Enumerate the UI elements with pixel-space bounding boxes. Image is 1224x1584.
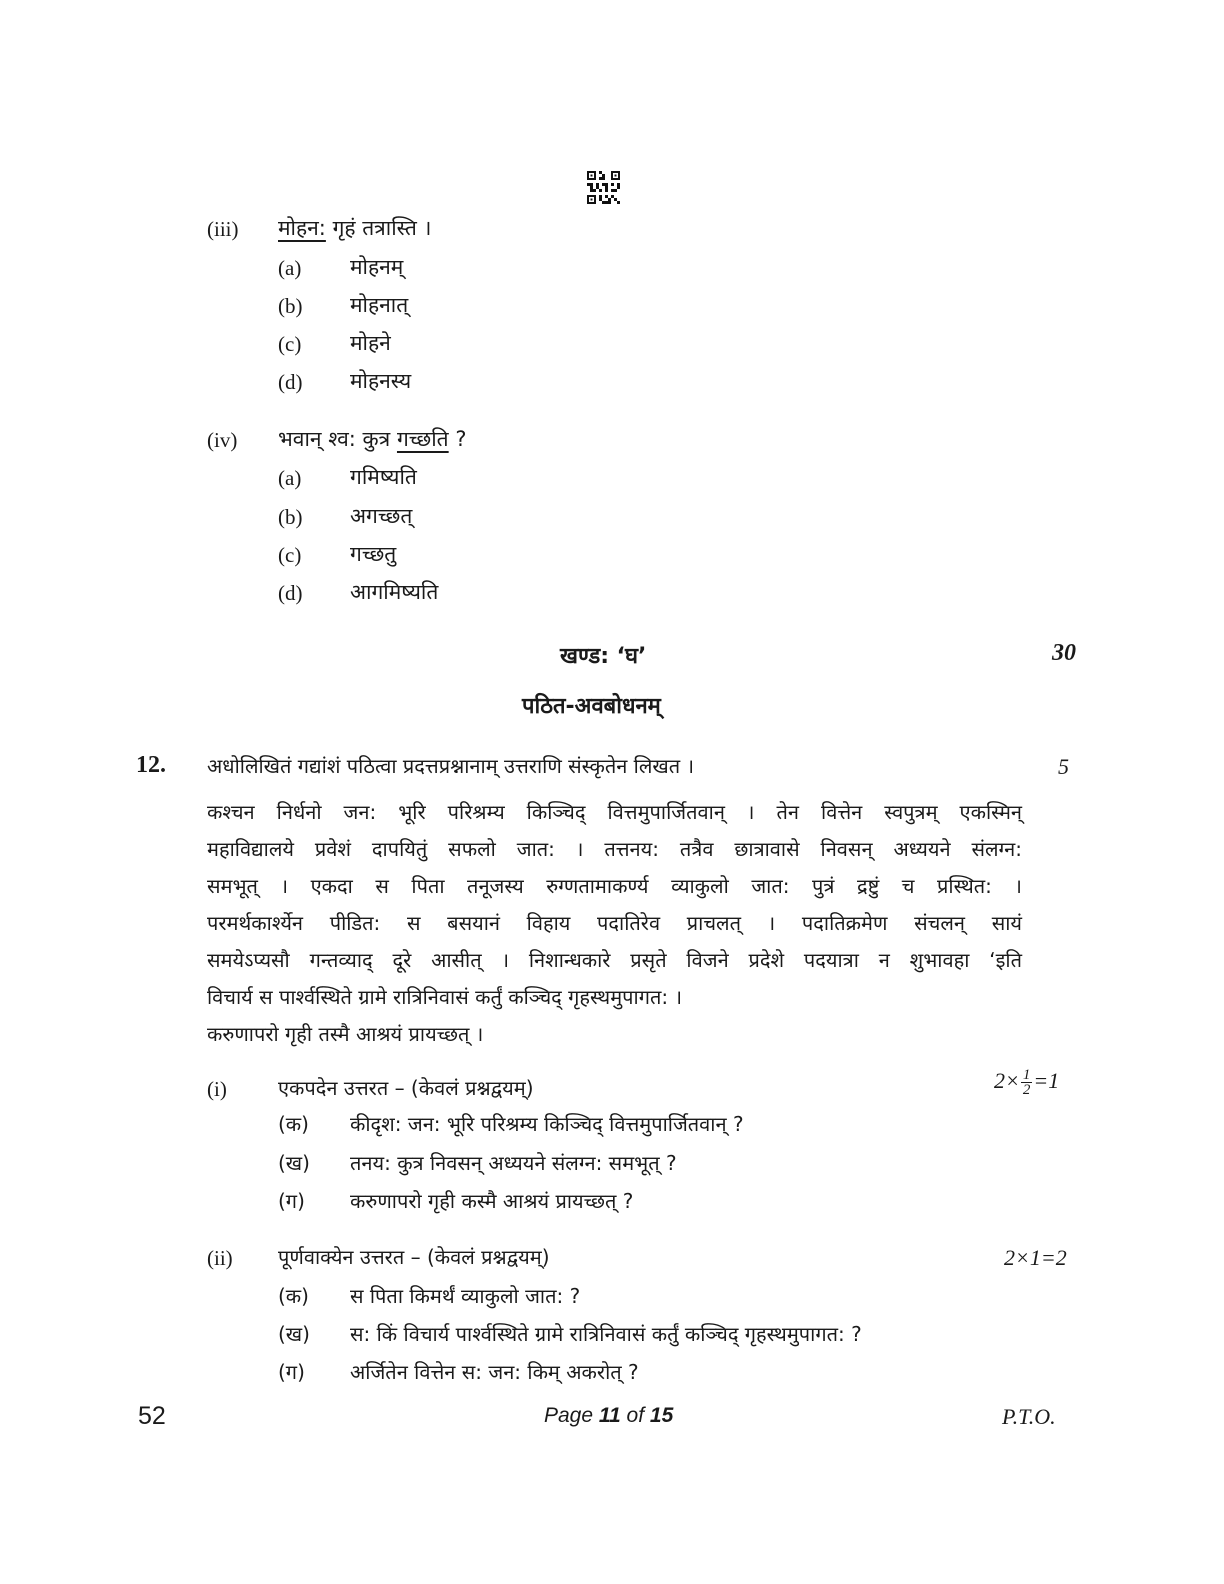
subquestion-label: (ग): [278, 1189, 305, 1213]
passage-line: परमर्थकार्श्येन पीडित: स बसयानं विहाय पदातिरेव प्राचलत् । पदातिक्रमेण संचलन् सायं: [207, 911, 1022, 935]
option-label: (a): [278, 256, 302, 280]
section-subtitle: पठित-अवबोधनम्: [522, 694, 661, 719]
question-number: (iv): [207, 428, 238, 452]
subquestion-instruction: पूर्णवाक्येन उत्तरत – (केवलं प्रश्नद्वयम्): [278, 1245, 550, 1269]
option-label: (d): [278, 370, 303, 394]
section-marks: 30: [1052, 640, 1076, 666]
marks-suffix: =1: [1033, 1068, 1060, 1093]
option-text: आगमिष्यति: [350, 580, 439, 604]
subquestion-text: करुणापरो गृही कस्मै आश्रयं प्रायच्छत् ?: [350, 1189, 634, 1213]
subquestion-text: तनय: कुत्र निवसन् अध्ययने संलग्न: समभूत् ?: [350, 1151, 677, 1175]
question-instruction: अधोलिखितं गद्यांशं पठित्वा प्रदत्तप्रश्नानाम् उत्तराणि संस्कृतेन लिखत ।: [207, 754, 695, 778]
passage-line: कश्चन निर्धनो जन: भूरि परिश्रम्य किञ्चिद् वित्तमुपार्जितवान् । तेन वित्तेन स्वपुत्रम् एकस्मिन्: [207, 800, 1022, 824]
question-number: 12.: [136, 752, 166, 778]
question-text: [278, 425, 466, 453]
question-number: (iii): [207, 217, 239, 241]
passage-line: विचार्य स पार्श्वस्थिते ग्रामे रात्रिनिवासं कर्तुं कञ्चिद् गृहस्थमुपागत: ।: [207, 985, 683, 1009]
option-label: (b): [278, 294, 303, 318]
question-after: ?: [448, 427, 467, 451]
option-text: गच्छतु: [350, 542, 397, 566]
option-text: गमिष्यति: [350, 465, 417, 489]
subquestion-label: (ख): [278, 1151, 310, 1175]
fraction-denominator: 2: [1022, 1082, 1031, 1099]
subquestion-label: (क): [278, 1112, 309, 1136]
question-marks: 5: [1058, 754, 1069, 779]
question-rest: गृहं तत्रास्ति ।: [325, 216, 432, 240]
option-label: (d): [278, 581, 303, 605]
page-current: 11: [598, 1404, 621, 1427]
passage-line: करुणापरो गृही तस्मै आश्रयं प्रायच्छत् ।: [207, 1022, 484, 1046]
section-title: खण्ड: ‘घ’: [560, 644, 647, 669]
subquestion-text: स: किं विचार्य पार्श्वस्थिते ग्रामे रात्रिनिवासं कर्तुं कञ्चिद् गृहस्थमुपागत: ?: [350, 1322, 862, 1346]
subquestion-number: (ii): [207, 1246, 233, 1270]
subquestion-label: (क): [278, 1284, 309, 1308]
question-before: भवान् श्व: कुत्र: [278, 427, 397, 451]
subquestion-label: (ख): [278, 1322, 310, 1346]
passage-line: समभूत् । एकदा स पिता तनूजस्य रुग्णतामाकर्ण्य व्याकुलो जात: पुत्रं द्रष्टुं च प्रस्थित: ।: [207, 874, 1022, 898]
subquestion-marks: [994, 1068, 1059, 1097]
option-label: (c): [278, 332, 302, 356]
subquestion-number: (i): [207, 1077, 227, 1101]
page-number: [544, 1404, 673, 1428]
qr-code-icon: [587, 171, 620, 204]
page-of: of: [620, 1404, 650, 1427]
marks-prefix: 2×: [994, 1068, 1020, 1093]
pto-label: P.T.O.: [1002, 1404, 1056, 1429]
option-text: अगच्छत्: [350, 504, 413, 528]
subquestion-text: कीदृश: जन: भूरि परिश्रम्य किञ्चिद् वित्तमुपार्जितवान् ?: [350, 1112, 744, 1136]
passage-line: समयेऽप्यसौ गन्तव्याद् दूरे आसीत् । निशान्धकारे प्रसृते विजने प्रदेशे पदयात्रा न शुभावहा ‘इति: [207, 948, 1022, 972]
subquestion-text: अर्जितेन वित्तेन स: जन: किम् अकरोत् ?: [350, 1360, 639, 1384]
option-text: मोहने: [350, 331, 391, 355]
paper-code: 52: [138, 1402, 166, 1430]
passage: [207, 794, 1022, 1053]
fraction: [1021, 1068, 1033, 1097]
page-total: 15: [649, 1404, 674, 1427]
page-prefix: Page: [544, 1404, 599, 1427]
option-label: (a): [278, 466, 302, 490]
passage-line: महाविद्यालये प्रवेशं दापयितुं सफलो जात: । तत्तनय: तत्रैव छात्रावासे निवसन् अध्ययने संलग्न:: [207, 837, 1022, 861]
question-text: [278, 214, 431, 242]
subquestion-label: (ग): [278, 1360, 305, 1384]
subquestion-marks: 2×1=2: [1004, 1245, 1067, 1270]
subquestion-instruction: एकपदेन उत्तरत – (केवलं प्रश्नद्वयम्): [278, 1076, 534, 1100]
option-text: मोहनम्: [350, 255, 404, 279]
subquestion-text: स पिता किमर्थं व्याकुलो जात: ?: [350, 1284, 581, 1308]
option-text: मोहनात्: [350, 293, 409, 317]
option-text: मोहनस्य: [350, 369, 412, 393]
underlined-word: मोहन:: [278, 216, 326, 240]
option-label: (c): [278, 543, 302, 567]
fraction-numerator: 1: [1022, 1067, 1031, 1084]
underlined-word: गच्छति: [396, 427, 449, 451]
option-label: (b): [278, 505, 303, 529]
